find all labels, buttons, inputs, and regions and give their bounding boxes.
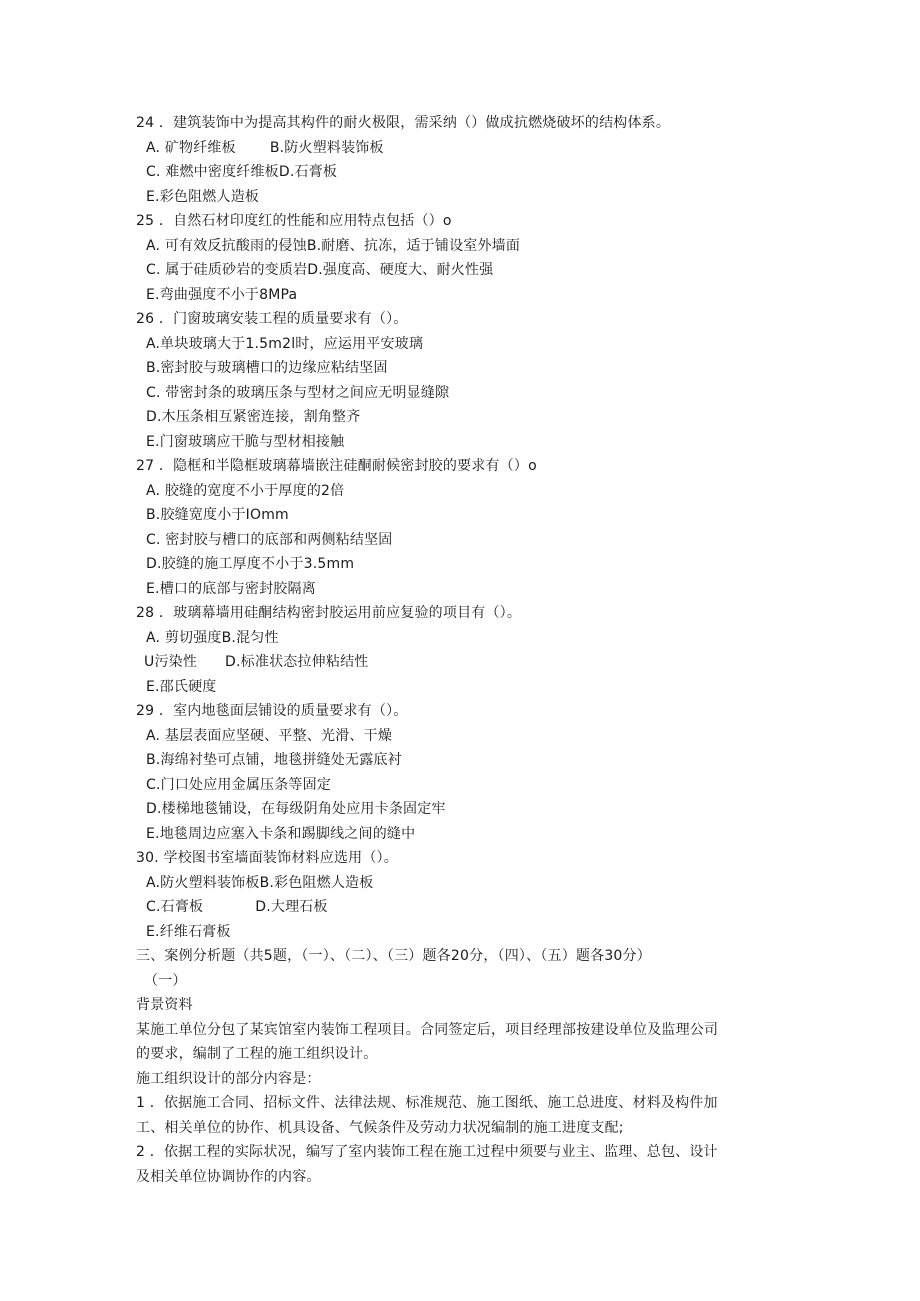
question-29-stem: 29 ．室内地毯面层铺设的质量要求有（）。: [136, 703, 408, 719]
section-heading: 三、案例分析题（共5题，（一）、（二）、（三）题各20分，（四）、（五）题各30分）: [136, 948, 651, 964]
question-26-option-a: A.单块玻璃大于1.5m2l时，应运用平安玻璃: [146, 336, 424, 352]
question-27-option-d: D.胶缝的施工厚度不小于3.5mm: [146, 556, 355, 572]
question-29-option-d: D.楼梯地毯铺设，在每级阴角处应用卡条固定牢: [146, 801, 446, 817]
item-1-line-2: 工、相关单位的协作、机具设备、气候条件及劳动力状况编制的施工进度支配;: [136, 1120, 624, 1136]
question-25-option-ab: A. 可有效反抗酸雨的侵蚀B.耐磨、抗冻，适于铺设室外墙面: [146, 238, 521, 254]
item-2-line-2: 及相关单位协调协作的内容。: [136, 1169, 321, 1185]
option-b-text: B.防火塑料装饰板: [269, 140, 384, 156]
question-25-option-cd: C. 属于硅质砂岩的变质岩D.强度高、硬度大、耐火性强: [146, 262, 494, 278]
question-24-stem: 24 ．建筑装饰中为提高其构件的耐火极限，需采纳（）做成抗燃烧破坏的结构体系。: [136, 115, 671, 131]
option-a-text: A. 矿物纤维板: [146, 140, 236, 156]
paragraph-1-line-1: 某施工单位分包了某宾馆室内装饰工程项目。合同签定后，项目经理部按建设单位及监理公司: [136, 1022, 719, 1038]
question-28-option-ab: A. 剪切强度B.混匀性: [146, 630, 279, 646]
question-26-stem: 26 ．门窗玻璃安装工程的质量要求有（）。: [136, 311, 408, 327]
question-26-option-e: E.门窗玻璃应干脆与型材相接触: [146, 434, 345, 450]
question-29-option-b: B.海绵衬垫可点铺，地毯拼缝处无露底衬: [146, 752, 402, 768]
option-c-text: U污染性: [144, 654, 198, 670]
question-26-option-b: B.密封胶与玻璃槽口的边缘应粘结坚固: [146, 360, 388, 376]
background-title: 背景资料: [136, 997, 193, 1013]
paragraph-1-line-2: 的要求，编制了工程的施工组织设计。: [136, 1046, 378, 1062]
case-number: （一）: [144, 973, 187, 989]
question-24-option-a: [146, 138, 384, 158]
question-27-option-c: C. 密封胶与槽口的底部和两侧粘结坚固: [146, 532, 393, 548]
question-26-option-c: C. 带密封条的玻璃压条与型材之间应无明显缝隙: [146, 385, 450, 401]
question-27-option-a: A. 胶缝的宽度不小于厚度的2倍: [146, 483, 345, 499]
question-24-option-cd: C. 难燃中密度纤维板D.石膏板: [146, 164, 338, 180]
question-27-option-e: E.槽口的底部与密封胶隔离: [146, 581, 316, 597]
question-28-option-e: E.邵氏硬度: [146, 679, 217, 695]
question-27-option-b: B.胶缝宽度小于IOmm: [146, 507, 289, 523]
question-29-option-a: A. 基层表面应坚硬、平整、光滑、干燥: [146, 728, 393, 744]
option-d-text: D.大理石板: [255, 899, 328, 915]
question-24-option-e: E.彩色阻燃人造板: [146, 189, 260, 205]
question-26-option-d: D.木压条相互紧密连接，割角整齐: [146, 409, 361, 425]
option-d-text: D.标准状态拉伸粘结性: [225, 654, 369, 670]
question-27-stem: 27 ．隐框和半隐框玻璃幕墙嵌注硅酮耐候密封胶的要求有（）o: [136, 458, 537, 474]
item-2-line-1: 2 ．依据工程的实际状况，编写了室内装饰工程在施工过程中须要与业主、监理、总包、设计: [136, 1144, 718, 1160]
item-1-line-1: 1 ．依据施工合同、招标文件、法律法规、标准规范、施工图纸、施工总进度、材料及构件加: [136, 1095, 718, 1111]
paragraph-2: 施工组织设计的部分内容是：: [136, 1071, 321, 1087]
question-30-option-cd: [146, 897, 328, 917]
question-25-option-e: E.弯曲强度不小于8MPa: [146, 287, 298, 303]
question-29-option-e: E.地毯周边应塞入卡条和踢脚线之间的缝中: [146, 826, 416, 842]
question-30-option-ab: A.防火塑料装饰板B.彩色阻燃人造板: [146, 875, 374, 891]
question-25-stem: 25 ．自然石材印度红的性能和应用特点包括（）o: [136, 213, 452, 229]
question-29-option-c: C.门口处应用金属压条等固定: [146, 777, 332, 793]
question-30-stem: 30. 学校图书室墙面装饰材料应选用（）。: [136, 850, 398, 866]
question-28-stem: 28 ．玻璃幕墙用硅酮结构密封胶运用前应复验的项目有（）。: [136, 605, 522, 621]
question-30-option-e: E.纤维石膏板: [146, 924, 231, 940]
question-28-option-cd: [144, 652, 368, 672]
option-c-text: C.石膏板: [146, 899, 204, 915]
